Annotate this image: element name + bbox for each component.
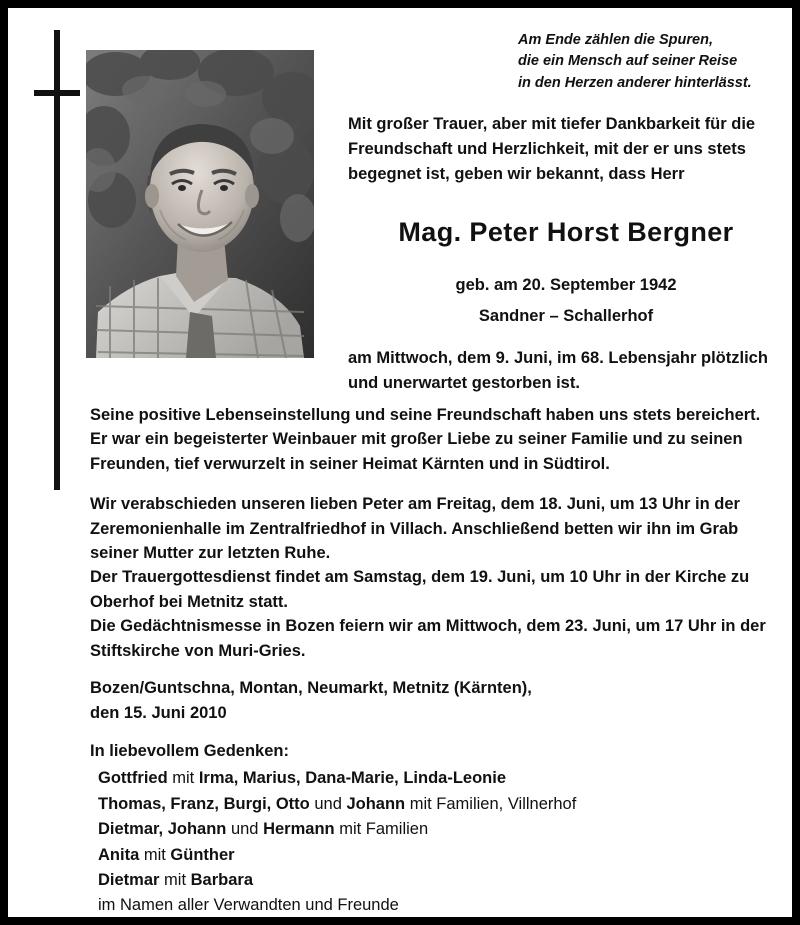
motto-line-3: in den Herzen anderer hinterlässt. (518, 74, 752, 91)
mourner-bold-b: Barbara (190, 871, 253, 890)
mourner-bold-a: Gottfried (98, 769, 168, 788)
list-item (98, 817, 784, 841)
place-and-date (90, 676, 784, 726)
mourner-bold-b: Günther (170, 845, 235, 864)
motto-line-1: Am Ende zählen die Spuren, (518, 32, 713, 48)
list-item (98, 868, 784, 892)
portrait-photo (86, 50, 314, 358)
place-line: Bozen/Guntschna, Montan, Neumarkt, Metnitz (Kärnten), (90, 679, 532, 697)
obituary-sheet (8, 8, 792, 917)
mourner-conn: und (226, 820, 264, 839)
mourner-conn: mit (159, 871, 191, 890)
announcement-intro: Mit großer Trauer, aber mit tiefer Dankbarkeit für die Freundschaft und Herzlichkeit, mit der er uns stets begegnet ist, geben wir bekannt, dass Herr (348, 115, 756, 183)
motto-line-2: die ein Mensch auf seiner Reise (518, 53, 738, 70)
body-paragraph-1: Seine positive Lebenseinstellung und seine Freundschaft haben uns stets bereichert. (90, 406, 761, 424)
mourner-tail: mit Familien, Villnerhof (405, 794, 577, 813)
death-statement: am Mittwoch, dem 9. Juni, im 68. Lebensjahr plötzlich und unerwartet gestorben ist. (348, 349, 768, 392)
mourner-bold-a: Dietmar, Johann (98, 820, 227, 839)
list-item (98, 766, 784, 790)
house-name: Sandner – Schallerhof (478, 307, 654, 325)
mourners-lead: In liebevollem Gedenken: (90, 742, 289, 760)
mourners-list (90, 766, 784, 917)
body-paragraph-5: Die Gedächtnismesse in Bozen feiern wir am Mittwoch, dem 23. Juni, um 17 Uhr in der Stiftskirche von Muri-Gries. (90, 617, 766, 660)
list-item (98, 843, 784, 867)
mourners-closing: im Namen aller Verwandten und Freunde (98, 896, 399, 915)
birth-date: geb. am 20. September 1942 (455, 276, 677, 294)
mourner-tail: mit Familien (334, 820, 429, 839)
list-item (98, 792, 784, 816)
mourner-conn: mit (139, 845, 171, 864)
body-paragraph-2: Er war ein begeisterter Weinbauer mit großer Liebe zu seiner Familie und zu seinen Freunden, tief verwurzelt in seiner Heimat Kärnten und in Südtirol. (90, 430, 743, 473)
body-paragraph-4: Der Trauergottesdienst findet am Samstag, dem 19. Juni, um 10 Uhr in der Kirche zu Oberhof bei Metnitz statt. (90, 568, 750, 611)
mourner-bold-b: Johann (346, 794, 406, 813)
mourner-bold-a: Dietmar (98, 871, 160, 890)
obituary-body (90, 403, 784, 663)
mourner-bold-a: Anita (98, 845, 140, 864)
mourner-bold-b: Hermann (263, 820, 335, 839)
mourner-conn: und (309, 794, 347, 813)
motto (518, 30, 780, 94)
mourner-conn: mit (167, 769, 199, 788)
cross-icon-bar (34, 90, 80, 96)
body-paragraph-3: Wir verabschieden unseren lieben Peter am Freitag, dem 18. Juni, um 13 Uhr in der Zeremonienhalle im Zentralfriedhof in Villach. Anschließend betten wir ihn im Grab seiner Mutter zur letzten Ruhe. (90, 495, 740, 563)
mourner-bold-a: Thomas, Franz, Burgi, Otto (98, 794, 310, 813)
deceased-name: Mag. Peter Horst Bergner (398, 217, 734, 247)
date-line: den 15. Juni 2010 (90, 703, 227, 722)
cross-icon (54, 30, 60, 490)
mourner-bold-b: Irma, Marius, Dana-Marie, Linda-Leonie (198, 769, 506, 788)
mourners-block (90, 739, 784, 917)
